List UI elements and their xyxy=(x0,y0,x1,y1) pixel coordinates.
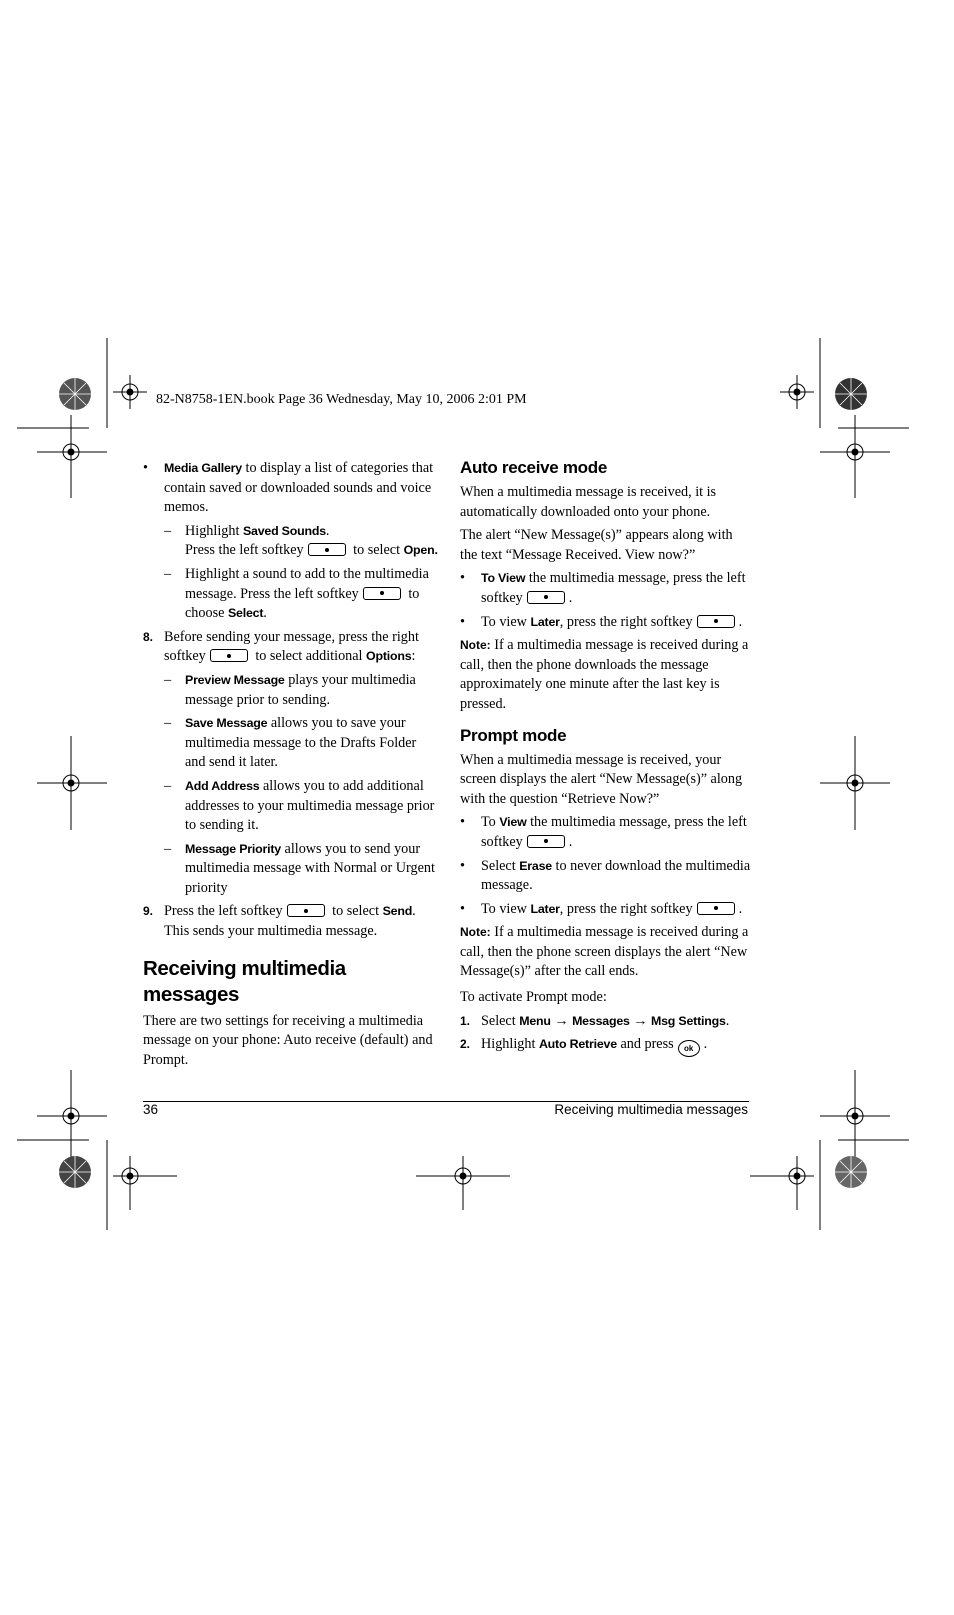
intro-paragraph: There are two settings for receiving a multimedia message on your phone: Auto receive (default) and Prompt. xyxy=(143,1012,433,1068)
prompt-note: Note: If a multimedia message is received during a call, then the phone screen displays the alert “New Message(s)” after the call ends. xyxy=(460,924,749,980)
list-item-auto-view: • To View the multimedia message, press the left softkey . xyxy=(460,570,746,606)
left-softkey-icon xyxy=(308,543,346,556)
prompt-mode-heading: Prompt mode xyxy=(460,725,567,745)
section-heading: Receiving multimedia messages xyxy=(143,956,346,1006)
activate-paragraph: To activate Prompt mode: xyxy=(460,989,607,1006)
auto-note: Note: If a multimedia message is received during a call, then the phone downloads the message approximately one minute after the last key is pressed. xyxy=(460,637,749,712)
left-softkey-icon xyxy=(527,835,565,848)
right-softkey-icon xyxy=(210,649,248,662)
step-2: 2. Highlight Auto Retrieve and press ok . xyxy=(460,1035,752,1057)
step-1: 1. Select Menu → Messages → Msg Settings. xyxy=(460,1012,730,1029)
ok-key-icon: ok xyxy=(678,1040,700,1057)
list-item-highlight-sound: – Highlight a sound to add to the multimedia message. Press the left softkey to choose Select. xyxy=(164,565,429,622)
right-column xyxy=(460,457,752,1061)
list-item-save-message: – Save Message allows you to save your multimedia message to the Drafts Folder and send it later. xyxy=(164,715,417,771)
left-softkey-icon xyxy=(363,587,401,600)
left-softkey-icon xyxy=(527,591,565,604)
list-item-message-priority: – Message Priority allows you to send your multimedia message with Normal or Urgent priority xyxy=(164,840,435,896)
page-number: 36 xyxy=(143,1102,159,1117)
list-item-prompt-view: • To View the multimedia message, press the left softkey . xyxy=(460,814,747,850)
step-8: 8. Before sending your message, press the right softkey to select additional Options: xyxy=(143,628,419,665)
auto-receive-heading: Auto receive mode xyxy=(460,458,608,477)
auto-paragraph-2: The alert “New Message(s)” appears along with the text “Message Received. View now?” xyxy=(460,527,733,563)
list-item-preview-message: – Preview Message plays your multimedia message prior to sending. xyxy=(164,671,416,708)
auto-paragraph-1: When a multimedia message is received, it is automatically downloaded onto your phone. xyxy=(460,484,717,520)
list-item-highlight-saved: – Highlight Saved Sounds. Press the left softkey to select Open. xyxy=(164,522,438,559)
right-softkey-icon xyxy=(697,615,735,628)
list-item-prompt-erase: • Select Erase to never download the multimedia message. xyxy=(460,857,751,894)
running-footer-title: Receiving multimedia messages xyxy=(554,1102,748,1117)
list-item-add-address: – Add Address allows you to add additional addresses to your multimedia message prior to sending it. xyxy=(164,777,435,834)
list-item-auto-later: • To view Later, press the right softkey . xyxy=(460,613,743,630)
step-9: 9. Press the left softkey to select Send. This sends your multimedia message. xyxy=(143,903,416,940)
book-info-slug: 82-N8758-1EN.book Page 36 Wednesday, May 10, 2006 2:01 PM xyxy=(156,392,527,407)
prompt-paragraph-1: When a multimedia message is received, your screen displays the alert “New Message(s)” along with the question “Retrieve Now?” xyxy=(460,751,743,807)
left-column xyxy=(143,459,438,1074)
list-item-media-gallery: • Media Gallery to display a list of categories that contain saved or downloaded sounds and voice memos. xyxy=(143,460,434,516)
right-softkey-icon xyxy=(697,902,735,915)
left-softkey-icon xyxy=(287,904,325,917)
list-item-prompt-later: • To view Later, press the right softkey . xyxy=(460,900,743,917)
